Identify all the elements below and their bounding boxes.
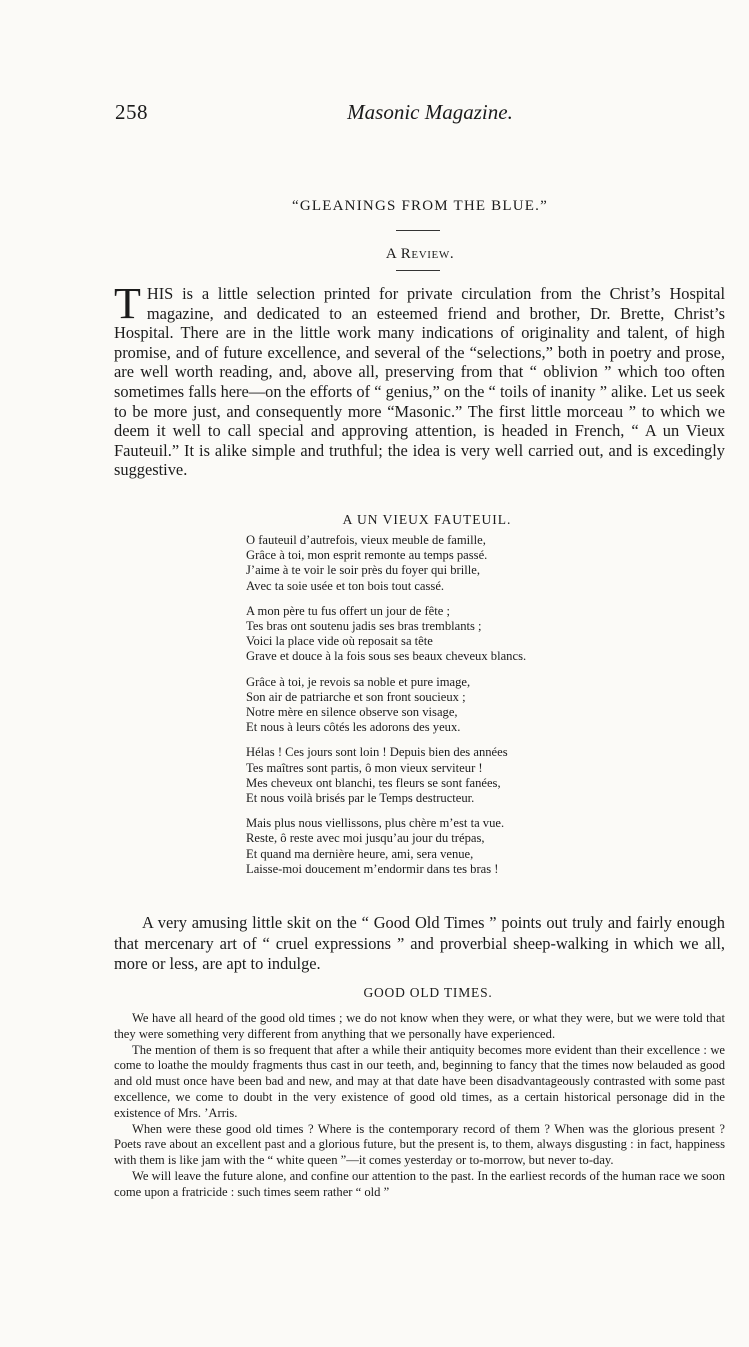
poem-line: A mon père tu fus offert un jour de fête ;	[246, 603, 451, 618]
poem	[246, 533, 646, 887]
poem-line: Mes cheveux ont blanchi, tes fleurs se sont fanées,	[246, 775, 501, 790]
article-title: “GLEANINGS FROM THE BLUE.”	[292, 198, 548, 214]
subtitle-rule	[396, 270, 440, 271]
running-title: Masonic Magazine.	[347, 100, 513, 124]
poem-stanza	[246, 745, 646, 806]
essay-paragraph: We have all heard of the good old times ; we do not know when they were, or what they were, but we were told that they were something very different from anything that we personally have experienced.	[114, 1011, 725, 1041]
poem-line: Avec ta soie usée et ton bois tout cassé.	[246, 578, 445, 593]
skit-paragraph: A very amusing little skit on the “ Good Old Times ” points out truly and fairly enough that mercenary art of “ cruel expressions ” and proverbial sheep-walking in which we all, more or less, are apt to indulge.	[114, 913, 725, 973]
essay-paragraph: We will leave the future alone, and confine our attention to the past. In the earliest records of the human race we soon come upon a fratricide : such times seem rather “ old ”	[114, 1168, 725, 1199]
page-header	[115, 100, 725, 130]
poem-title: A UN VIEUX FAUTEUIL.	[342, 512, 512, 527]
poem-line: Tes maîtres sont partis, ô mon vieux serviteur !	[246, 760, 483, 775]
essay-title: GOOD OLD TIMES.	[363, 985, 493, 1000]
poem-stanza	[246, 816, 646, 877]
poem-line: J’aime à te voir le soir près du foyer qui brille,	[246, 563, 480, 578]
poem-line: O fauteuil d’autrefois, vieux meuble de famille,	[246, 533, 486, 547]
poem-line: Hélas ! Ces jours sont loin ! Depuis bien des années	[246, 745, 508, 760]
intro-paragraph	[114, 279, 725, 480]
poem-line: Voici la place vide où reposait sa tête	[246, 634, 433, 649]
essay-paragraph: The mention of them is so frequent that after a while their antiquity becomes more evident than their excellence : we come to loathe the mouldy fragments thus cast in our teeth, and, beginning to fancy that the times now belauded as good and old must once have been bad and new, and may at that date have been disadvantageously contrasted with some past excellence, we come to doubt in the very existence of good old times, as a certain historical personage did in the existence of Mrs. ’Arris.	[114, 1042, 725, 1120]
poem-line: Grâce à toi, mon esprit remonte au temps passé.	[246, 548, 488, 563]
poem-line: Grave et douce à la fois sous ses beaux cheveux blancs.	[246, 649, 527, 664]
poem-line: Mais plus nous viellissons, plus chère m’est ta vue.	[246, 816, 505, 831]
poem-stanza	[246, 675, 646, 736]
poem-line: Notre mère en silence observe son visage,	[246, 705, 458, 720]
intro-text: HIS is a little selection printed for private circulation from the Christ’s Hospital magazine, and dedicated to an esteemed friend and brother, Dr. Brette, Christ’s Hospital. There are in the little work many indications of originality and talent, of high promise, and of future excellence, and several of the “selections,” both in poetry and prose, are well worth reading, and, above all, preserving from that “ oblivion ” which too often sometimes falls here—on the efforts of “ genius,” on the “ toils of inanity ” alike. Let us seek to be more just, and consequently more “Masonic.” The first little morceau ” to which we deem it well to call special and approving attention, is headed in French, “ A un Vieux Fauteuil.” It is alike simple and truthful; the idea is very well carried out, and is excedingly suggestive.	[114, 284, 725, 480]
poem-line: Tes bras ont soutenu jadis ses bras tremblants ;	[246, 619, 482, 634]
drop-cap: T	[114, 279, 141, 328]
title-rule	[396, 230, 440, 231]
poem-stanza	[246, 533, 646, 594]
article-subtitle: A Review.	[385, 246, 455, 262]
poem-line: Grâce à toi, je revois sa noble et pure image,	[246, 674, 471, 689]
poem-line: Et quand ma dernière heure, ami, sera venue,	[246, 846, 474, 861]
poem-line: Et nous à leurs côtés les adorons des yeux.	[246, 720, 461, 735]
essay-paragraph: When were these good old times ? Where is the contemporary record of them ? When was the glorious present ? Poets rave about an excellent past and a glorious future, but the present is, to them, always disgusting : in fact, happiness with them is like jam with the “ white queen ”—it comes yesterday or to-morrow, but never to-day.	[114, 1121, 725, 1168]
poem-line: Son air de patriarche et son front soucieux ;	[246, 689, 466, 704]
poem-stanza	[246, 604, 646, 665]
page-number: 258	[115, 100, 148, 124]
poem-line: Reste, ô reste avec moi jusqu’au jour du trépas,	[246, 831, 485, 846]
poem-line: Laisse-moi doucement m’endormir dans tes bras !	[246, 861, 499, 876]
poem-line: Et nous voilà brisés par le Temps destructeur.	[246, 791, 475, 806]
essay-body	[114, 1011, 725, 1201]
